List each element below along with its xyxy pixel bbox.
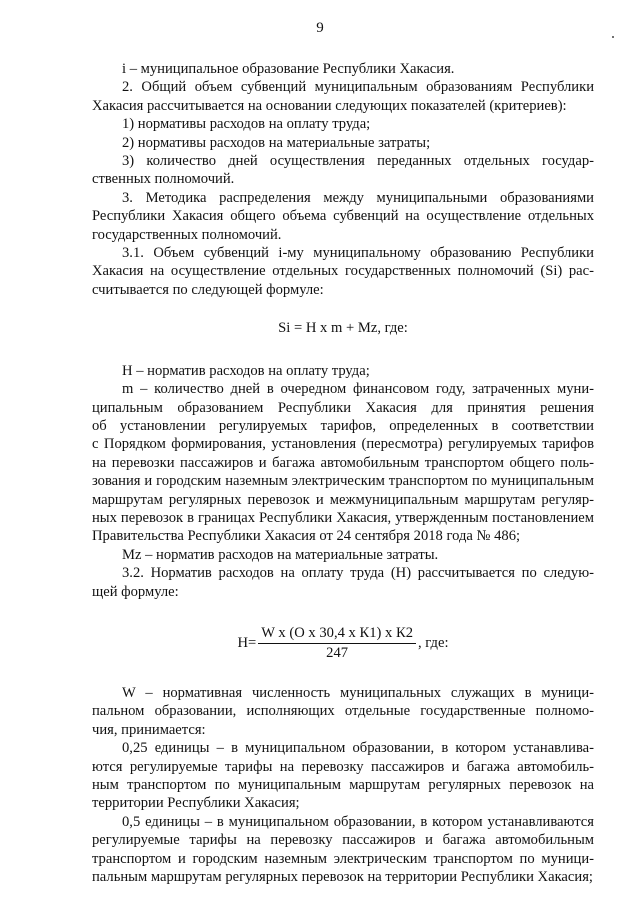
paragraph-line: 0,5 единицы – в муниципальном образовании, в котором устанавливаются — [122, 813, 594, 830]
paragraph-line: ных перевозок в границах Республики Хакасия, утвержденным постановлением — [92, 509, 594, 526]
document-body — [92, 60, 594, 886]
paragraph-line: 3.2. Норматив расходов на оплату труда (Н) рассчитывается по следую- — [122, 565, 594, 582]
formula-h-suffix: , где: — [418, 635, 449, 652]
paragraph-line: ются регулируемые тарифы на перевозку пассажиров и багажа автомобиль- — [92, 758, 594, 775]
paragraph-line: маршрутам регулярных перевозок и межмуниципальным маршрутам регуляр- — [92, 491, 594, 508]
paragraph-line: регулируемые тарифы на перевозку пассажиров и багажа автомобильным — [92, 832, 594, 849]
paragraph-line: территории Республики Хакасия; — [92, 795, 300, 812]
paragraph-line: 3. Методика распределения между муниципальными образованиями — [122, 189, 594, 206]
paragraph-line: ным транспортом по муниципальным маршрутам регулярных перевозок на — [92, 777, 594, 793]
paragraph-line: Правительства Республики Хакасия от 24 сентября 2018 года № 486; — [92, 528, 521, 545]
formula-h — [92, 625, 594, 662]
paragraph-line: 2. Общий объем субвенций муниципальным образованиям Республики — [122, 79, 594, 96]
paragraph-line: с Порядком формирования, установления (пересмотра) регулируемых тарифов — [92, 436, 594, 453]
paragraph-line: пальным маршрутам регулярных перевозок на территории Республики Хакасия; — [92, 869, 593, 886]
formula-h-numerator: W х (О х 30,4 х К1) х К2 — [258, 625, 416, 644]
paragraph-line: пальном образовании, исполняющих отдельные государственные полномо- — [92, 703, 594, 720]
paragraph-line: i – муниципальное образование Республики Хакасия. — [122, 61, 455, 77]
formula-h-denominator: 247 — [326, 644, 349, 661]
paragraph-line: ственных полномочий. — [92, 171, 235, 188]
paragraph-line: государственных полномочий. — [92, 226, 282, 243]
paragraph-line: 0,25 единицы – в муниципальном образовании, в котором устанавлива- — [122, 740, 594, 757]
paragraph-line: m – количество дней в очередном финансовом году, затраченных муни- — [122, 381, 594, 398]
paragraph-line: транспортом и городским наземным электрическим транспортом по муници- — [92, 850, 594, 867]
paragraph-line: 3) количество дней осуществления переданных отдельных государ- — [122, 153, 594, 170]
paragraph-line: 3.1. Объем субвенций i-му муниципальному образованию Республики — [122, 245, 594, 262]
paragraph-line: чия, принимается: — [92, 721, 206, 738]
scan-speck — [612, 36, 614, 38]
paragraph-line: ципальным образованием Республики Хакасия для принятия решения — [92, 399, 594, 416]
paragraph-line: на перевозки пассажиров и багажа автомобильным транспортом общего поль- — [92, 454, 594, 471]
formula-h-lhs: Н= — [237, 635, 257, 652]
paragraph-line: W – нормативная численность муниципальных служащих в муници- — [122, 684, 594, 701]
formula-si: Si = Н х m + Mz, где: — [278, 320, 408, 337]
paragraph-line: Mz – норматив расходов на материальные затраты. — [122, 546, 439, 563]
paragraph-line: Н – норматив расходов на оплату труда; — [122, 362, 370, 379]
paragraph-line: 1) нормативы расходов на оплату труда; — [122, 116, 371, 133]
paragraph-line: щей формуле: — [92, 583, 179, 600]
paragraph-line: об установлении регулируемых тарифов, определенных в соответствии — [92, 417, 594, 434]
paragraph-line: зования и городским наземным электрическим транспортом по муниципальным — [92, 473, 594, 490]
page-number: 9 — [316, 20, 324, 36]
paragraphs-definitions — [92, 362, 594, 601]
paragraphs-staffing — [92, 684, 594, 886]
paragraph-line: Республики Хакасия общего объема субвенций на осуществление отдельных — [92, 208, 594, 225]
paragraphs-intro — [92, 60, 594, 299]
paragraph-line: Хакасия рассчитывается на основании следующих показателей (критериев): — [92, 97, 567, 114]
formula-h-fraction — [258, 625, 416, 662]
paragraph-line: 2) нормативы расходов на материальные затраты; — [122, 134, 431, 151]
paragraph-line: Хакасия на осуществление отдельных государственных полномочий (Si) рас- — [92, 263, 594, 280]
paragraph-line: считывается по следующей формуле: — [92, 281, 324, 298]
